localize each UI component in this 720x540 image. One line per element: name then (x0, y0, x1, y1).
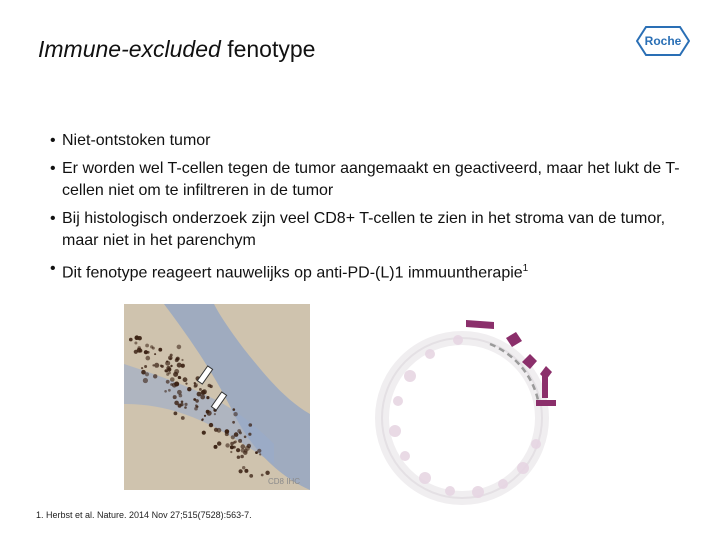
bullet-list (50, 130, 700, 290)
bullet-item (50, 208, 700, 252)
roche-logo (636, 26, 690, 56)
bullet-text: Dit fenotype reageert nauwelijks op anti-PD-(L)1 immuuntherapie (62, 264, 523, 282)
cancer-immunity-cycle-diagram (370, 306, 570, 506)
bullet-item (50, 258, 700, 284)
slide-title-italic: Immune-excluded (38, 36, 221, 62)
footnote: 1. Herbst et al. Nature. 2014 Nov 27;515(7528):563-7. (36, 510, 252, 520)
slide-title (38, 36, 315, 63)
bullet-item (50, 158, 700, 202)
histology-image (124, 304, 310, 490)
bullet-text: Niet-ontstoken tumor (62, 132, 211, 149)
slide-title-rest: fenotype (220, 36, 316, 62)
bullet-item (50, 130, 700, 152)
bullet-text: Bij histologisch onderzoek zijn veel CD8+ T-cellen te zien in het stroma van de tumor, maar niet in het parenchym (62, 210, 666, 249)
logo-text: Roche (644, 34, 682, 48)
image-caption: CD8 IHC (268, 477, 301, 486)
footnote-marker: 1 (522, 263, 529, 274)
bullet-text: Er worden wel T-cellen tegen de tumor aangemaakt en geactiveerd, maar het lukt de T-cellen niet om te infiltreren in de tumor (62, 160, 680, 199)
